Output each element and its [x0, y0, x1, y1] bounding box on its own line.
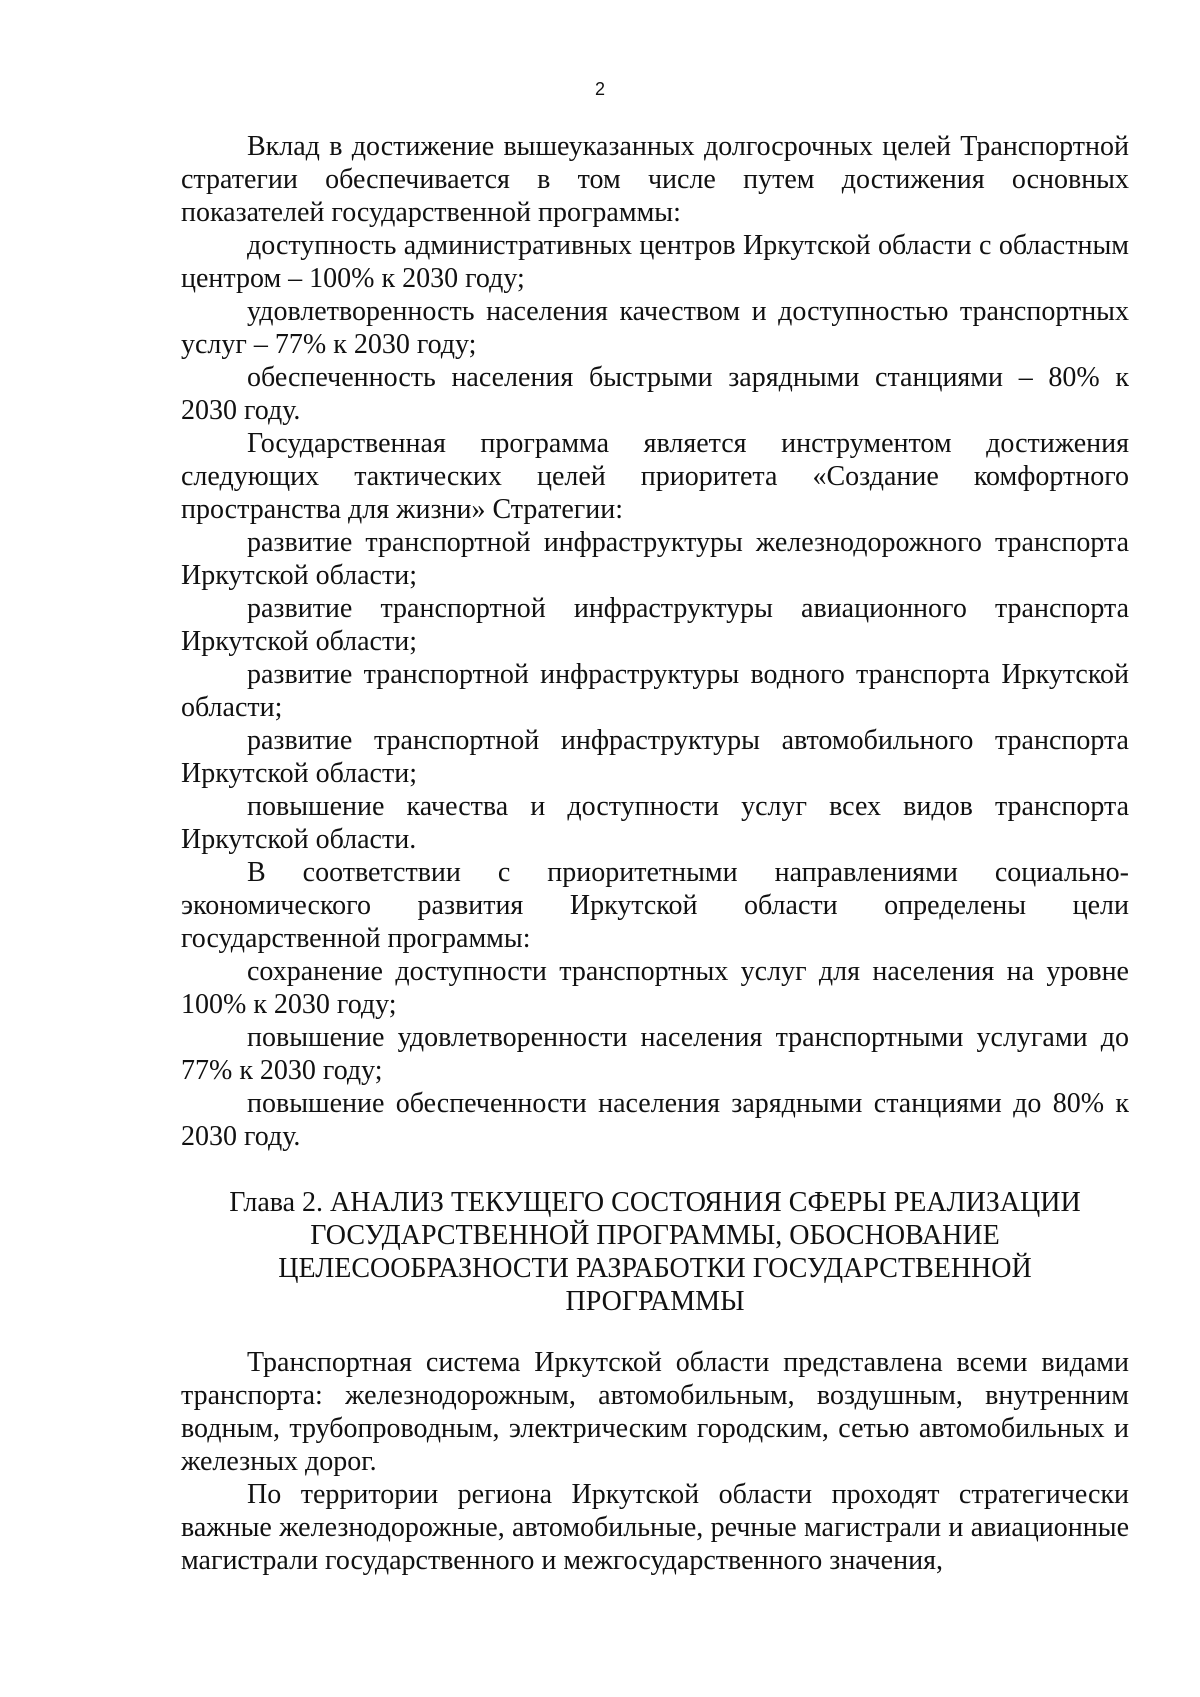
- paragraph: Государственная программа является инструментом достижения следующих тактических целей приоритета «Создание комфортного пространства для жизни» Стратегии:: [181, 428, 1129, 525]
- chapter-body: [181, 1346, 1129, 1577]
- paragraph: удовлетворенность населения качеством и доступностью транспортных услуг – 77% к 2030 году;: [181, 296, 1129, 360]
- paragraph: Транспортная система Иркутской области представлена всеми видами транспорта: железнодорожным, автомобильным, воздушным, внутренним водным, трубопроводным, электрическим городским, сетью автомобильных и железных дорог.: [181, 1347, 1129, 1477]
- paragraph: развитие транспортной инфраструктуры водного транспорта Иркутской области;: [181, 659, 1129, 723]
- paragraph: повышение качества и доступности услуг всех видов транспорта Иркутской области.: [181, 791, 1129, 855]
- paragraph: В соответствии с приоритетными направлениями социально-экономического развития Иркутской области определены цели государственной программы:: [181, 857, 1129, 954]
- document-body: [181, 130, 1129, 1153]
- page-number: 2: [594, 79, 605, 99]
- paragraph: По территории региона Иркутской области проходят стратегически важные железнодорожные, автомобильные, речные магистрали и авиационные магистрали государственного и межгосударственного значения,: [181, 1479, 1129, 1576]
- chapter-heading-line: Глава 2. АНАЛИЗ ТЕКУЩЕГО СОСТОЯНИЯ СФЕРЫ РЕАЛИЗАЦИИ: [229, 1187, 1081, 1218]
- paragraph: развитие транспортной инфраструктуры железнодорожного транспорта Иркутской области;: [181, 527, 1129, 591]
- paragraph: обеспеченность населения быстрыми зарядными станциями – 80% к 2030 году.: [181, 362, 1129, 426]
- chapter-heading-line: ГОСУДАРСТВЕННОЙ ПРОГРАММЫ, ОБОСНОВАНИЕ: [310, 1220, 1000, 1251]
- paragraph: повышение удовлетворенности населения транспортными услугами до 77% к 2030 году;: [181, 1022, 1129, 1086]
- paragraph: сохранение доступности транспортных услуг для населения на уровне 100% к 2030 году;: [181, 956, 1129, 1020]
- paragraph: доступность административных центров Иркутской области с областным центром – 100% к 2030 году;: [181, 230, 1129, 294]
- paragraph: повышение обеспеченности населения зарядными станциями до 80% к 2030 году.: [181, 1088, 1129, 1152]
- chapter-heading-line: ЦЕЛЕСООБРАЗНОСТИ РАЗРАБОТКИ ГОСУДАРСТВЕННОЙ: [278, 1253, 1032, 1284]
- paragraph: Вклад в достижение вышеуказанных долгосрочных целей Транспортной стратегии обеспечивается в том числе путем достижения основных показателей государственной программы:: [181, 131, 1129, 228]
- chapter-heading: [181, 1186, 1129, 1318]
- chapter-heading-line: ПРОГРАММЫ: [565, 1286, 745, 1317]
- paragraph: развитие транспортной инфраструктуры авиационного транспорта Иркутской области;: [181, 593, 1129, 657]
- paragraph: развитие транспортной инфраструктуры автомобильного транспорта Иркутской области;: [181, 725, 1129, 789]
